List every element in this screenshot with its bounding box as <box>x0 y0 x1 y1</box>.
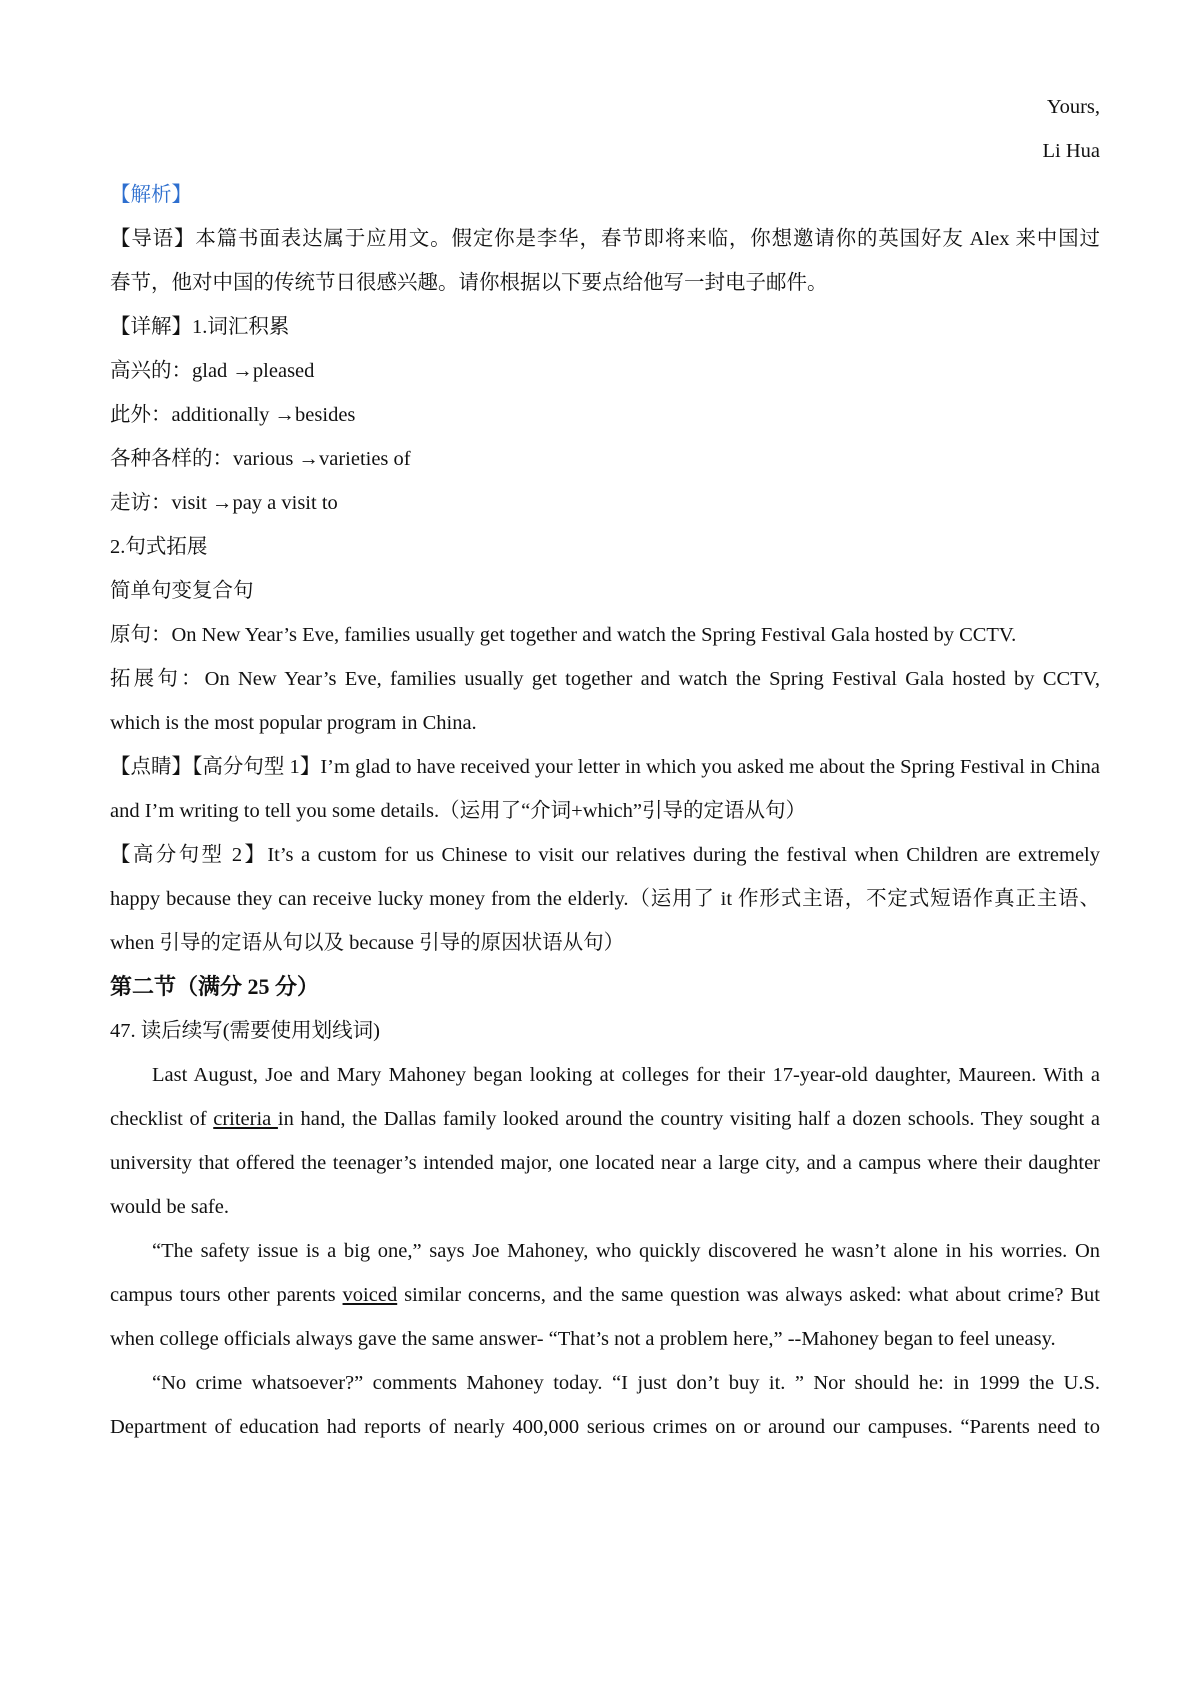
passage-p1-line-3: university that offered the teenager’s intended major, one located near a large city, and a campus where their daughter <box>110 1152 1100 1174</box>
part2-heading: 第二节（满分 25 分） <box>110 974 320 999</box>
passage-p1-line-1: Last August, Joe and Mary Mahoney began looking at colleges for their 17-year-old daughter, Maureen. With a <box>152 1064 1100 1086</box>
passage-p2-line-1: “The safety issue is a big one,” says Joe Mahoney, who quickly discovered he wasn’t alone in his worries. On <box>152 1240 1100 1262</box>
section2-subheading: 简单句变复合句 <box>110 580 254 602</box>
vocab-item: 高兴的：glad →pleased <box>110 360 315 382</box>
passage-p2-line-2 <box>110 1271 1100 1319</box>
passage-p1-line-2 <box>110 1095 1100 1143</box>
intro-line-2: 春节，他对中国的传统节日很感兴趣。请你根据以下要点给他写一封电子邮件。 <box>110 272 828 294</box>
section2-heading: 2.句式拓展 <box>110 536 208 558</box>
passage-p2-line-3: when college officials always gave the same answer- “That’s not a problem here,” --Mahoney began to feel uneasy. <box>110 1328 1056 1350</box>
highlight1-line-1: 【点睛】【高分句型 1】I’m glad to have received your letter in which you asked me about the Spring Festival in China <box>110 756 1100 778</box>
passage-p3-line-1: “No crime whatsoever?” comments Mahoney today. “I just don’t buy it. ” Nor should he: in 1999 the U.S. <box>152 1372 1100 1394</box>
closing-name: Li Hua <box>1042 140 1100 162</box>
detail-heading: 【详解】1.词汇积累 <box>110 316 290 338</box>
intro-line-1: 【导语】本篇书面表达属于应用文。假定你是李华，春节即将来临，你想邀请你的英国好友 Alex 来中国过 <box>110 228 1100 250</box>
original-sentence: 原句：On New Year’s Eve, families usually get together and watch the Spring Festival Gala hosted by CCTV. <box>110 624 1017 646</box>
vocab-item: 各种各样的：various →varieties of <box>110 448 411 470</box>
underlined-word-criteria: criteria <box>213 1108 278 1130</box>
expanded-sentence-line-1: 拓展句：On New Year’s Eve, families usually get together and watch the Spring Festival Gala hosted by CCTV, <box>110 668 1100 690</box>
passage-p1-line-4: would be safe. <box>110 1196 229 1218</box>
underlined-word-voiced: voiced <box>342 1284 398 1306</box>
passage-text: checklist of <box>110 1108 214 1130</box>
passage-text: similar concerns, and the same question was always asked: what about crime? But <box>397 1284 1100 1306</box>
closing-yours: Yours, <box>1046 96 1100 118</box>
vocab-item: 此外：additionally →besides <box>110 404 356 426</box>
highlight2-line-1: 【高分句型 2】It’s a custom for us Chinese to visit our relatives during the festival when Children are extremely <box>110 844 1100 866</box>
passage-text: campus tours other parents <box>110 1284 343 1306</box>
highlight1-line-2: and I’m writing to tell you some details.（运用了“介词+which”引导的定语从句） <box>110 800 806 822</box>
vocab-item: 走访：visit →pay a visit to <box>110 492 338 514</box>
analysis-label: 【解析】 <box>110 184 192 206</box>
expanded-sentence-line-2: which is the most popular program in China. <box>110 712 477 734</box>
passage-p3-line-2: Department of education had reports of nearly 400,000 serious crimes on or around our campuses. “Parents need to <box>110 1416 1100 1438</box>
highlight2-line-3: when 引导的定语从句以及 because 引导的原因状语从句） <box>110 932 625 954</box>
passage-text: in hand, the Dallas family looked around the country visiting half a dozen schools. They sought a <box>277 1108 1100 1130</box>
highlight2-line-2: happy because they can receive lucky money from the elderly.（运用了 it 作形式主语，不定式短语作真正主语、 <box>110 888 1100 910</box>
question-title: 47. 读后续写(需要使用划线词) <box>110 1020 380 1042</box>
